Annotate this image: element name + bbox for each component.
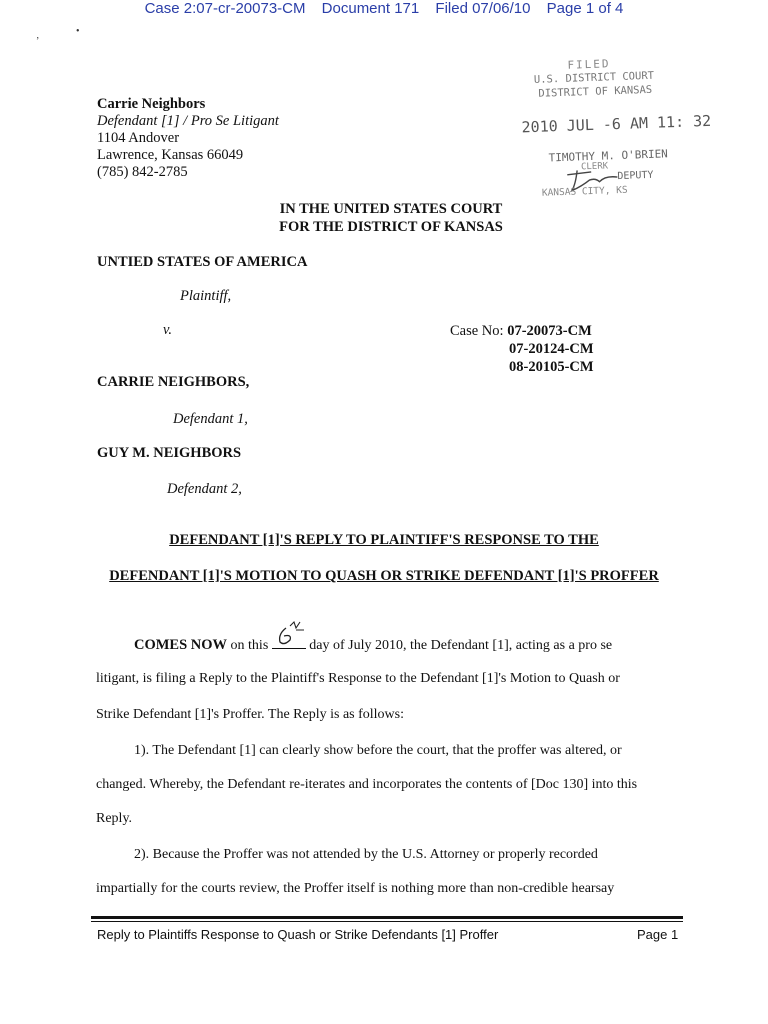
filer-phone: (785) 842-2785 [97,164,188,180]
court-heading-line2: FOR THE DISTRICT OF KANSAS [279,219,503,235]
plaintiff-label: Plaintiff, [180,288,232,304]
stamp-district: DISTRICT OF KANSAS [538,83,653,100]
defendant1-name: CARRIE NEIGHBORS, [97,374,250,390]
footer-page-number: Page 1 [637,927,679,942]
stamp-date-time: 2010 JUL -6 AM 11: 32 [521,111,712,137]
court-heading-line1: IN THE UNITED STATES COURT [279,201,503,217]
filer-city: Lawrence, Kansas 66049 [97,147,244,163]
intro-pre: on this [227,638,272,653]
handwritten-day-field [272,634,306,649]
intro-line3: Strike Defendant [1]'s Proffer. The Reply is as follows: [96,707,405,722]
filer-role: Defendant [1] / Pro Se Litigant [97,113,279,129]
stray-mark-1: ’ [36,36,40,47]
court-heading [0,200,768,236]
ecf-filing-header [0,0,768,17]
footer-rule-thick [91,916,683,919]
paragraph1-line2: changed. Whereby, the Defendant re-iterates and incorporates the contents of [Doc 130] into this [96,777,638,792]
footer-rule-thin [91,921,683,922]
paragraph2-line2: impartially for the courts review, the Proffer itself is nothing more than non-credible hearsay [96,881,615,896]
defendant1-label: Defendant 1, [173,411,248,427]
paragraph1-line3: Reply. [96,811,133,826]
stamp-city: KANSAS CITY, KS [541,184,628,199]
defendant2-name: GUY M. NEIGHBORS [97,445,242,461]
paragraph2-line1: 2). Because the Proffer was not attended by the U.S. Attorney or properly recorded [134,847,598,862]
intro-post: day of July 2010, the Defendant [1], acting as a pro se [305,638,613,653]
intro-line1 [134,634,714,655]
stamp-filed: FILED [567,57,611,72]
intro-lead: COMES NOW [134,637,228,653]
paragraph1-line1: 1). The Defendant [1] can clearly show before the court, that the proffer was altered, or [134,743,622,758]
case-number-3: 08-20105-CM [509,359,594,375]
stamp-deputy: DEPUTY [617,169,654,183]
document-title-line1: DEFENDANT [1]'S REPLY TO PLAINTIFF'S RESPONSE TO THE [169,532,599,548]
stamp-clerk-label: CLERK [580,161,609,173]
document-title-line2: DEFENDANT [1]'S MOTION TO QUASH OR STRIKE DEFENDANT [1]'S PROFFER [109,568,659,584]
plaintiff-name: UNTIED STATES OF AMERICA [97,254,308,270]
stamp-district-court: U.S. DISTRICT COURT [533,69,655,86]
stamp-clerk-name: TIMOTHY M. O'BRIEN [548,147,669,165]
intro-line2: litigant, is filing a Reply to the Plaintiff's Response to the Defendant [1]'s Motion to Quash or [96,671,620,686]
clerk-filed-stamp [497,55,712,221]
ecf-filed-date: Filed 07/06/10 [435,0,531,17]
ecf-page-count: Page 1 of 4 [546,0,624,17]
case-number-2: 07-20124-CM [509,341,594,357]
case-number-block [450,322,594,376]
case-number-1: 07-20073-CM [507,323,592,339]
case-number-label: Case No: [450,323,508,339]
stray-mark-2: • [76,26,80,37]
versus-label: v. [163,322,172,338]
ecf-document-number: Document 171 [321,0,420,17]
ecf-case-number: Case 2:07-cr-20073-CM [144,0,306,17]
filer-street: 1104 Andover [97,130,180,146]
defendant2-label: Defendant 2, [167,481,242,497]
filer-name: Carrie Neighbors [97,96,206,112]
handwritten-day [274,620,308,650]
footer-document-title: Reply to Plaintiffs Response to Quash or Strike Defendants [1] Proffer [97,927,499,942]
filer-block [97,96,279,181]
